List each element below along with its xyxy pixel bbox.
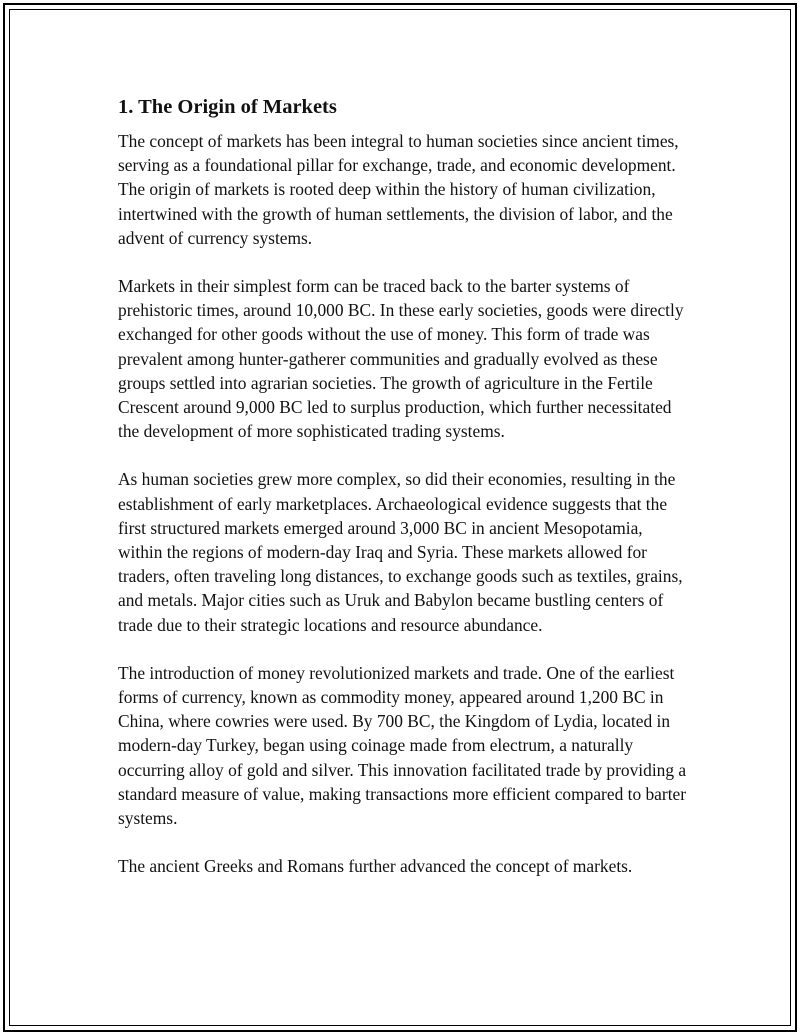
paragraph-2: Markets in their simplest form can be traced back to the barter systems of prehistoric times, around 10,000 BC. In these early societies, goods were directly exchanged for other goods without the use of money. This form of trade was prevalent among hunter-gatherer communities and gradually evolved as these groups settled into agrarian societies. The growth of agriculture in the Fertile Crescent around 9,000 BC led to surplus production, which further necessitated the development of more sophisticated trading systems.: [118, 276, 684, 442]
paragraph-1: The concept of markets has been integral to human societies since ancient times, serving as a foundational pillar for exchange, trade, and economic development. The origin of markets is rooted deep within the history of human civilization, intertwined with the growth of human settlements, the division of labor, and the advent of currency systems.: [118, 131, 679, 248]
document-body: [118, 93, 688, 902]
paragraph-3: As human societies grew more complex, so did their economies, resulting in the establishment of early marketplaces. Archaeological evidence suggests that the first structured markets emerged around 3,000 BC in ancient Mesopotamia, within the regions of modern-day Iraq and Syria. These markets allowed for traders, often traveling long distances, to exchange goods such as textiles, grains, and metals. Major cities such as Uruk and Babylon became bustling centers of trade due to their strategic locations and resource abundance.: [118, 469, 683, 635]
paragraph-4: The introduction of money revolutionized markets and trade. One of the earliest forms of currency, known as commodity money, appeared around 1,200 BC in China, where cowries were used. By 700 BC, the Kingdom of Lydia, located in modern-day Turkey, began using coinage made from electrum, a naturally occurring alloy of gold and silver. This innovation facilitated trade by providing a standard measure of value, making transactions more efficient compared to barter systems.: [118, 662, 687, 829]
section-heading: 1. The Origin of Markets: [118, 96, 337, 118]
paragraph-5: The ancient Greeks and Romans further advanced the concept of markets.: [118, 856, 633, 877]
